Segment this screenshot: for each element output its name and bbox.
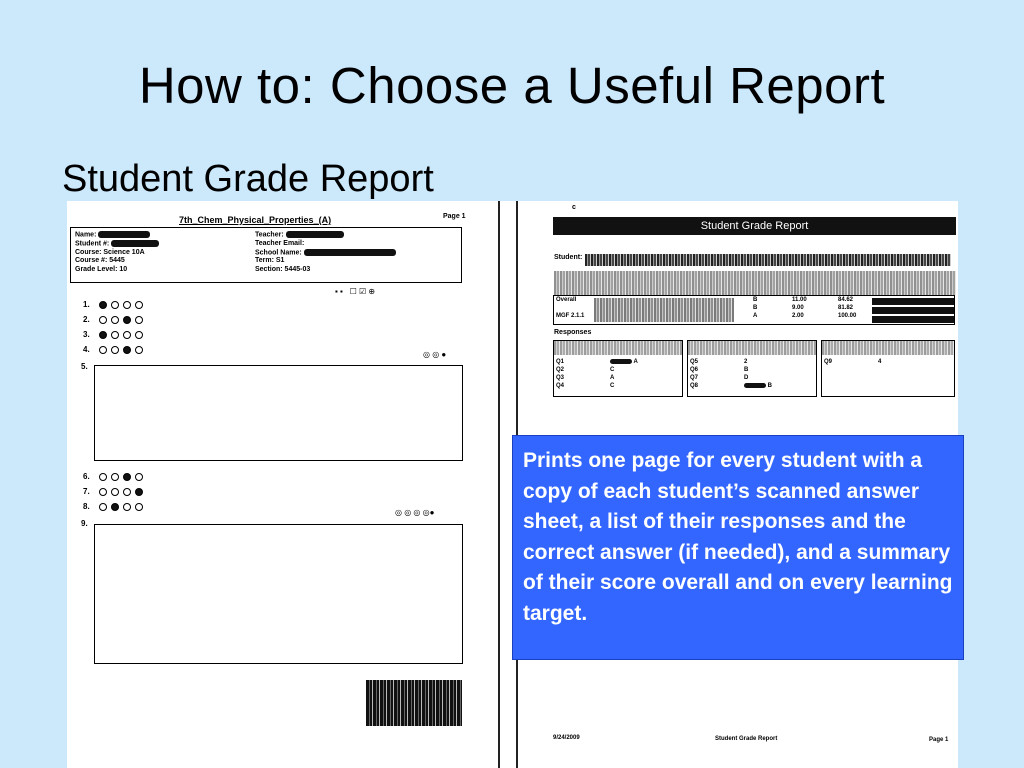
report-footer-title: Student Grade Report bbox=[715, 736, 778, 742]
overall-labels: Overall MGF 2.1.1 bbox=[556, 297, 585, 319]
response-answer: 2 bbox=[744, 359, 748, 365]
question-number: 4. bbox=[83, 345, 90, 354]
overall-points: 11.00 9.00 2.00 bbox=[792, 297, 807, 319]
question-bubbles-group-b bbox=[83, 469, 143, 514]
report-footer-page: Page 1 bbox=[929, 737, 949, 743]
learning-target-names-redacted bbox=[594, 298, 734, 322]
info-student: Student #: bbox=[75, 240, 110, 248]
open-response-box bbox=[94, 524, 463, 664]
slide-title: How to: Choose a Useful Report bbox=[138, 57, 886, 114]
student-details-redacted bbox=[585, 254, 951, 266]
score-bar bbox=[872, 307, 954, 314]
rubric-icons: ◎ ◎ ● bbox=[423, 350, 447, 359]
response-answer: B bbox=[744, 367, 749, 373]
question-number: 2. bbox=[83, 315, 90, 324]
student-label: Student: bbox=[554, 254, 583, 261]
score-bar bbox=[872, 298, 954, 305]
response-question: Q8 bbox=[690, 383, 699, 389]
response-question: Q6 bbox=[690, 367, 699, 373]
response-question: Q7 bbox=[690, 375, 699, 381]
rubric-icons: ◎ ◎ ◎ ◎● bbox=[395, 508, 435, 517]
info-course-number: Course #: 5445 bbox=[75, 257, 125, 265]
page-divider bbox=[498, 201, 500, 768]
barcode-image bbox=[366, 680, 462, 726]
question-number: 3. bbox=[83, 330, 90, 339]
info-name: Name: bbox=[75, 231, 97, 239]
response-answer: C bbox=[610, 383, 615, 389]
responses-table-3 bbox=[821, 340, 955, 397]
info-school: School Name: bbox=[255, 248, 302, 256]
overall-percent: 84.62 81.82 100.00 bbox=[838, 297, 857, 319]
info-grade-level: Grade Level: 10 bbox=[75, 266, 128, 274]
student-info-box bbox=[70, 227, 462, 283]
question-number: 1. bbox=[83, 300, 90, 309]
response-question: Q9 bbox=[824, 359, 833, 365]
score-bar bbox=[872, 316, 954, 323]
response-answer: D bbox=[744, 375, 749, 381]
response-question: Q5 bbox=[690, 359, 699, 365]
question-number: 7. bbox=[83, 487, 90, 496]
report-footer-date: 9/24/2009 bbox=[553, 735, 580, 741]
info-teacher-email: Teacher Email: bbox=[255, 239, 305, 247]
question-number: 8. bbox=[83, 502, 90, 511]
grade-report-header: Student Grade Report bbox=[553, 217, 956, 235]
overall-score-table bbox=[553, 295, 955, 325]
response-question: Q4 bbox=[556, 383, 565, 389]
overall-grades: B B A bbox=[753, 297, 758, 319]
info-teacher: Teacher: bbox=[255, 231, 284, 239]
info-section: Section: 5445-03 bbox=[255, 266, 311, 274]
response-answer: C bbox=[610, 367, 615, 373]
response-answer: 4 bbox=[878, 359, 882, 365]
question-number: 6. bbox=[83, 472, 90, 481]
answer-sheet-page: Page 1 bbox=[443, 213, 466, 220]
response-question: Q2 bbox=[556, 367, 565, 373]
open-response-box bbox=[94, 365, 463, 461]
report-letter: c bbox=[572, 204, 576, 211]
response-question: Q1 bbox=[556, 359, 565, 365]
answer-sheet bbox=[67, 201, 498, 768]
response-answer: B bbox=[767, 383, 773, 389]
response-answer: A bbox=[633, 359, 638, 365]
scan-noise bbox=[554, 271, 956, 295]
info-term: Term: S1 bbox=[255, 257, 285, 265]
responses-table-2 bbox=[687, 340, 817, 397]
response-answer: A bbox=[610, 375, 615, 381]
open-question-number: 9. bbox=[81, 519, 88, 528]
responses-label: Responses bbox=[554, 329, 592, 336]
responses-table-1 bbox=[553, 340, 683, 397]
info-course: Course: Science 10A bbox=[75, 248, 145, 256]
description-callout: Prints one page for every student with a copy of each student’s scanned answer sheet, a list of their responses and the correct answer (if needed), and a summary of their score overall and on every learning target. bbox=[512, 435, 964, 660]
question-bubbles-group-a bbox=[83, 297, 143, 357]
open-question-number: 5. bbox=[81, 362, 88, 371]
slide-subtitle: Student Grade Report bbox=[62, 158, 434, 200]
sheet-legend-icons: ▪ ▪ ☐ ☑ ⊕ bbox=[335, 287, 376, 296]
response-question: Q3 bbox=[556, 375, 565, 381]
answer-sheet-title: 7th_Chem_Physical_Properties_(A) bbox=[179, 215, 332, 225]
